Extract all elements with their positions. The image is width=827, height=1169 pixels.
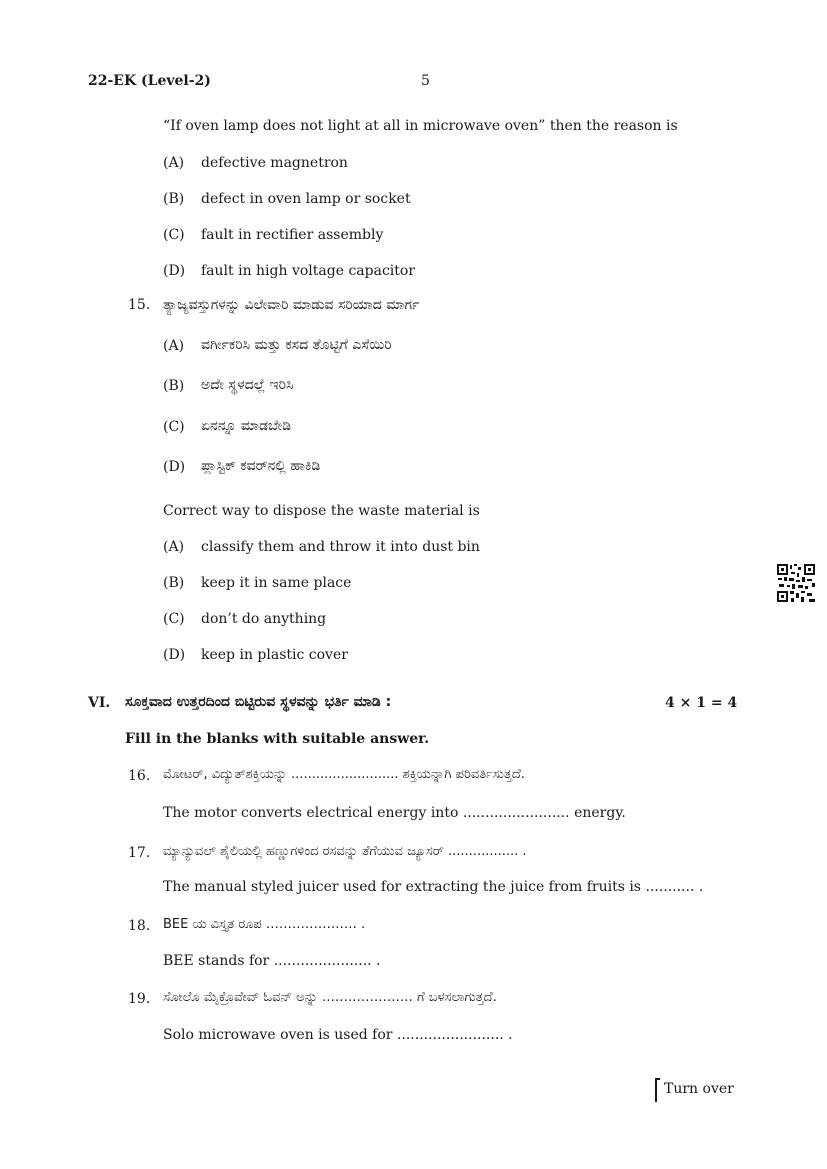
option-text: ವರ್ಗೀಕರಿಸಿ ಮತ್ತು ಕಸದ ತೊಟ್ಟಿಗೆ ಎಸೆಯಿರಿ [201, 337, 392, 353]
q17-number: 17. [128, 845, 151, 861]
option-text: keep it in same place [201, 575, 352, 591]
option-text: fault in rectifier assembly [201, 227, 384, 243]
q14-stem-en: “If oven lamp does not light at all in microwave oven” then the reason is [163, 118, 678, 134]
page-number: 5 [421, 73, 430, 89]
option-letter: (C) [163, 611, 185, 627]
option-text: ಪ್ಲಾಸ್ಟಿಕ್ ಕವರ್‌ನಲ್ಲಿ ಹಾಕಿಡಿ [201, 458, 321, 474]
q15-stem-kn: ತ್ಯಾಜ್ಯವಸ್ತುಗಳನ್ನು ವಿಲೇವಾರಿ ಮಾಡುವ ಸರಿಯಾದ ಮಾರ್ಗ [163, 297, 420, 313]
q18-text-en: BEE stands for ...................... . [163, 953, 381, 969]
q16-text-kn: ಮೋಟರ್, ವಿದ್ಯುತ್‌ಶಕ್ತಿಯನ್ನು .......................... ಶಕ್ತಿಯನ್ನಾಗಿ ಪರಿವರ್ತಿಸುತ್ತದೆ. [163, 767, 525, 782]
option-letter: (B) [163, 191, 185, 207]
section-number: VI. [88, 695, 111, 711]
q19-text-en: Solo microwave oven is used for ........................ . [163, 1027, 513, 1043]
q19-number: 19. [128, 991, 151, 1007]
option-text: fault in high voltage capacitor [201, 263, 416, 279]
section-title-en: Fill in the blanks with suitable answer. [125, 731, 430, 747]
q16-number: 16. [128, 768, 151, 784]
option-letter: (D) [163, 263, 186, 279]
q18-number: 18. [128, 918, 151, 934]
section-title-kn: ಸೂಕ್ತವಾದ ಉತ್ತರದಿಂದ ಬಿಟ್ಟಿರುವ ಸ್ಥಳವನ್ನು ಭರ್ತಿ ಮಾಡಿ : [125, 694, 392, 710]
turn-over-bracket [655, 1078, 660, 1102]
option-letter: (A) [163, 338, 185, 354]
paper-code: 22-EK (Level-2) [88, 73, 211, 89]
q19-text-kn: ಸೋಲೊ ಮೈಕ್ರೊವೇವ್ ಓವನ್ ಅನ್ನು ………………… ಗೆ ಬಳಸಲಾಗುತ್ತದೆ. [163, 990, 497, 1005]
option-letter: (A) [163, 539, 185, 555]
q17-text-kn: ಮ್ಯಾನ್ಯುವಲ್ ಶೈಲಿಯಲ್ಲಿ ಹಣ್ಣುಗಳಿಂದ ರಸವನ್ನು ತೆಗೆಯುವ ಜ್ಯೂಸರ್ ................. . [163, 844, 527, 859]
option-letter: (A) [163, 155, 185, 171]
option-text: defect in oven lamp or socket [201, 191, 411, 207]
q18-text-kn: BEE ಯ ವಿಸ್ತೃತ ರೂಪ ………………… . [163, 917, 366, 932]
option-text: don’t do anything [201, 611, 327, 627]
option-text: keep in plastic cover [201, 647, 348, 663]
option-letter: (C) [163, 419, 185, 435]
section-marks: 4 × 1 = 4 [665, 695, 738, 711]
option-letter: (D) [163, 459, 186, 475]
q16-text-en: The motor converts electrical energy into ........................ energy. [163, 805, 626, 821]
option-text: ಏನನ್ನೂ ಮಾಡಬೇಡಿ [201, 418, 292, 434]
option-text: defective magnetron [201, 155, 348, 171]
option-text: classify them and throw it into dust bin [201, 539, 480, 555]
q15-number: 15. [128, 297, 151, 313]
option-text: ಅದೇ ಸ್ಥಳದಲ್ಲೆ ಇರಿಸಿ [201, 377, 294, 393]
option-letter: (C) [163, 227, 185, 243]
qr-code-icon [776, 563, 816, 603]
q17-text-en: The manual styled juicer used for extracting the juice from fruits is ........... . [163, 879, 704, 895]
option-letter: (B) [163, 575, 185, 591]
option-letter: (D) [163, 647, 186, 663]
q15-stem-en: Correct way to dispose the waste material is [163, 503, 480, 519]
option-letter: (B) [163, 378, 185, 394]
turn-over-label: Turn over [664, 1081, 734, 1097]
